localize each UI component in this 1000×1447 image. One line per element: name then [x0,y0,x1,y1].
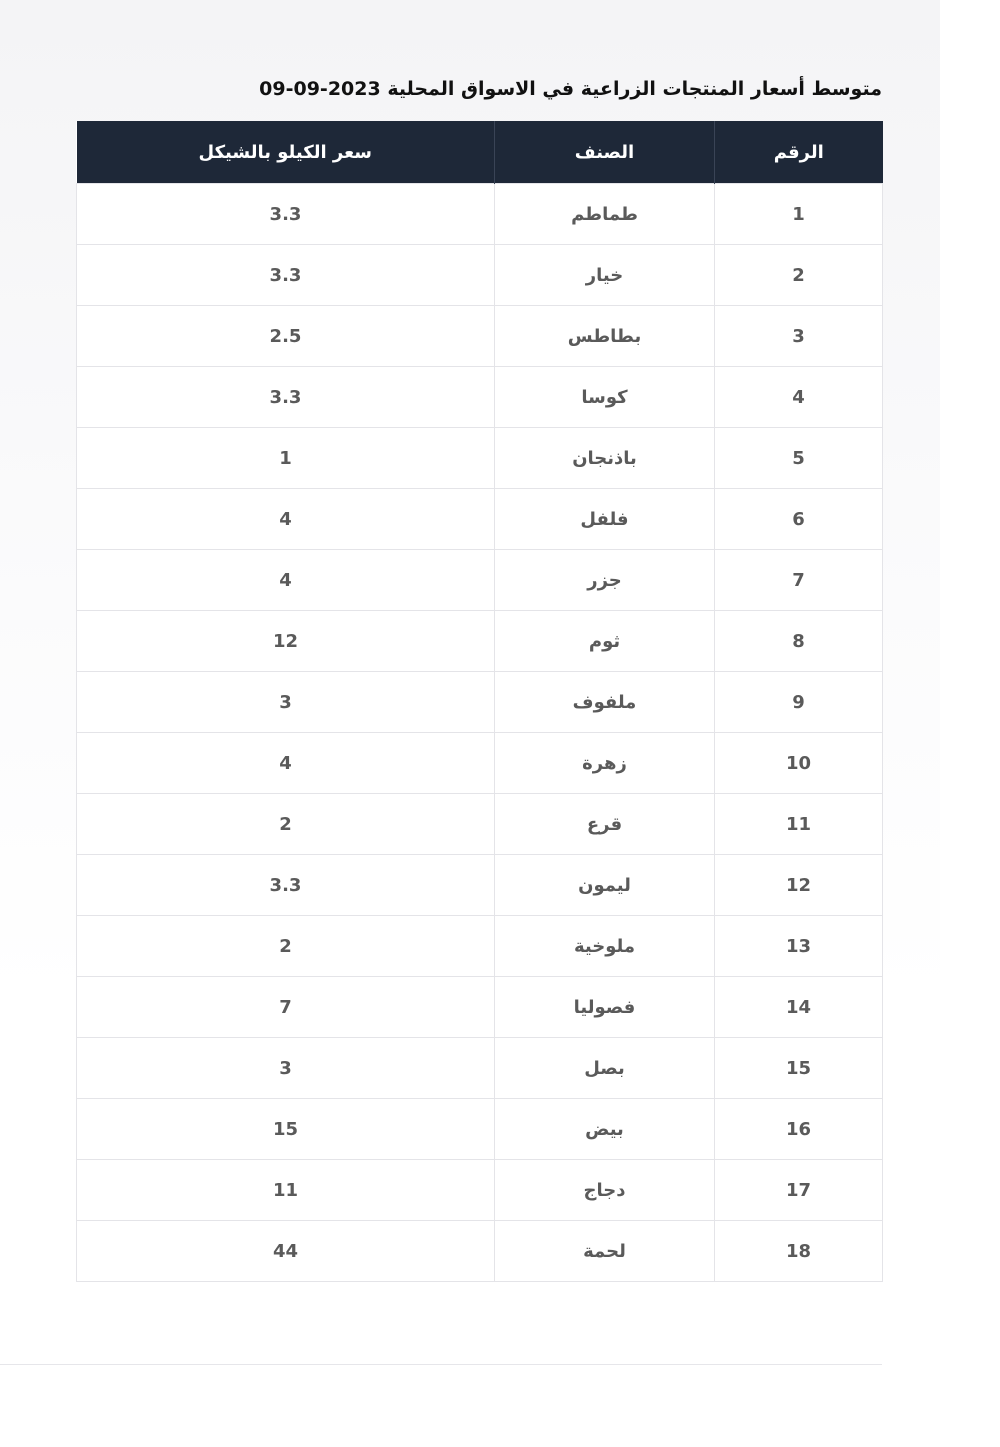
table-title: متوسط أسعار المنتجات الزراعية في الاسواق المحلية 2023-09-09 [259,78,882,100]
cell-price: 2 [77,916,495,977]
table-row [77,1221,883,1282]
price-table [76,121,883,1282]
table-row [77,489,883,550]
cell-number: 10 [715,733,883,794]
cell-number: 3 [715,306,883,367]
cell-price: 3.3 [77,367,495,428]
table-body [77,184,883,1282]
cell-number: 1 [715,184,883,245]
table-row [77,855,883,916]
cell-number: 18 [715,1221,883,1282]
cell-item: بيض [495,1099,715,1160]
table-row [77,245,883,306]
cell-item: فلفل [495,489,715,550]
page-margin [940,0,1000,1447]
cell-price: 7 [77,977,495,1038]
cell-item: جزر [495,550,715,611]
table-row [77,977,883,1038]
cell-item: ملوخية [495,916,715,977]
cell-item: بصل [495,1038,715,1099]
cell-item: لحمة [495,1221,715,1282]
cell-price: 3.3 [77,245,495,306]
cell-price: 4 [77,733,495,794]
cell-number: 13 [715,916,883,977]
cell-price: 4 [77,550,495,611]
table-row [77,733,883,794]
cell-price: 11 [77,1160,495,1221]
cell-price: 3.3 [77,184,495,245]
cell-item: باذنجان [495,428,715,489]
cell-number: 9 [715,672,883,733]
table-row [77,306,883,367]
cell-number: 4 [715,367,883,428]
table-row [77,367,883,428]
table-row [77,550,883,611]
cell-price: 2.5 [77,306,495,367]
cell-item: ليمون [495,855,715,916]
cell-price: 3 [77,672,495,733]
cell-price: 12 [77,611,495,672]
cell-item: كوسا [495,367,715,428]
cell-item: طماطم [495,184,715,245]
cell-number: 8 [715,611,883,672]
table-row [77,916,883,977]
cell-item: زهرة [495,733,715,794]
cell-price: 1 [77,428,495,489]
cell-item: بطاطس [495,306,715,367]
table-header [77,121,883,184]
cell-number: 14 [715,977,883,1038]
cell-price: 3.3 [77,855,495,916]
cell-price: 3 [77,1038,495,1099]
cell-number: 15 [715,1038,883,1099]
cell-number: 5 [715,428,883,489]
table-row [77,1038,883,1099]
header-item: الصنف [495,121,715,184]
cell-number: 6 [715,489,883,550]
cell-number: 16 [715,1099,883,1160]
table-row [77,1160,883,1221]
cell-item: دجاج [495,1160,715,1221]
cell-number: 17 [715,1160,883,1221]
cell-number: 12 [715,855,883,916]
cell-item: ثوم [495,611,715,672]
cell-item: قرع [495,794,715,855]
cell-price: 4 [77,489,495,550]
cell-number: 11 [715,794,883,855]
cell-number: 7 [715,550,883,611]
table-row [77,672,883,733]
table-row [77,794,883,855]
table-row [77,184,883,245]
divider [0,1364,882,1365]
cell-item: ملفوف [495,672,715,733]
cell-price: 44 [77,1221,495,1282]
header-number: الرقم [715,121,883,184]
cell-price: 2 [77,794,495,855]
table-row [77,1099,883,1160]
table-row [77,428,883,489]
cell-price: 15 [77,1099,495,1160]
cell-item: فصوليا [495,977,715,1038]
table-row [77,611,883,672]
header-price: سعر الكيلو بالشيكل [77,121,495,184]
header-row [77,121,883,184]
cell-item: خيار [495,245,715,306]
cell-number: 2 [715,245,883,306]
